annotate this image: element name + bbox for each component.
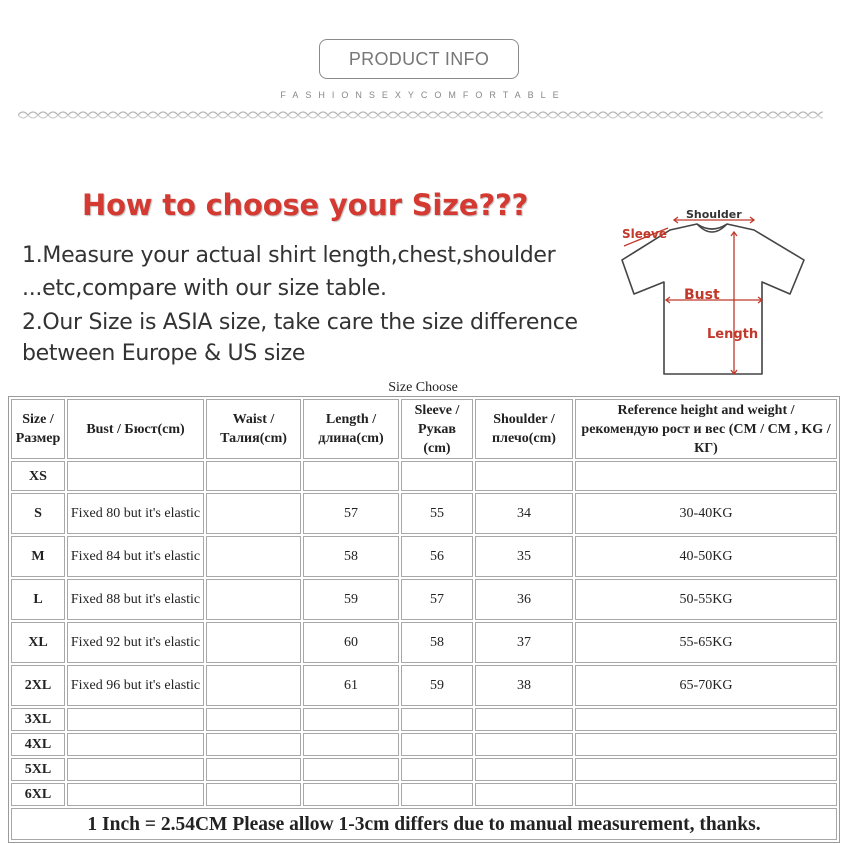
header-waist: Waist / Талия(cm) [206,399,301,459]
header-bust: Bust / Бюст(cm) [67,399,204,459]
table-cell [401,708,473,731]
measurement-note: 1 Inch = 2.54CM Please allow 1-3cm differs due to manual measurement, thanks. [11,808,837,840]
product-info-label: PRODUCT INFO [319,39,519,79]
table-row [11,622,837,663]
table-row [11,536,837,577]
table-cell [401,733,473,756]
table-cell: Fixed 80 but it's elastic [67,493,204,534]
measurement-note-row [11,808,837,840]
table-cell [303,733,399,756]
table-cell: 61 [303,665,399,706]
table-cell: 58 [303,536,399,577]
size-cell: XS [11,461,65,491]
table-cell [475,783,573,806]
header-size: Size / Размер [11,399,65,459]
table-row [11,783,837,806]
table-cell: 34 [475,493,573,534]
table-cell [67,783,204,806]
size-cell: 5XL [11,758,65,781]
table-cell [206,708,301,731]
header-reference: Reference height and weight / рекомендую рост и вес (CM / CM , KG / КГ) [575,399,837,459]
table-cell [206,493,301,534]
table-cell: Fixed 88 but it's elastic [67,579,204,620]
table-cell [206,579,301,620]
table-cell: 57 [303,493,399,534]
table-cell [475,461,573,491]
table-cell: 50-55KG [575,579,837,620]
brand-tagline: FASHIONSEXYCOMFORTABLE [280,90,566,100]
header-shoulder: Shoulder / плечо(cm) [475,399,573,459]
table-cell [575,758,837,781]
table-cell [206,461,301,491]
table-cell [401,758,473,781]
guide-instruction-1: 1.Measure your actual shirt length,chest,shoulder [22,243,556,268]
table-row [11,461,837,491]
table-row [11,733,837,756]
table-cell [575,733,837,756]
header-length: Length / длина(cm) [303,399,399,459]
size-table-header-row [11,399,837,459]
table-cell: 35 [475,536,573,577]
size-cell: 4XL [11,733,65,756]
size-cell: XL [11,622,65,663]
size-cell: L [11,579,65,620]
table-row [11,708,837,731]
size-cell: 3XL [11,708,65,731]
table-cell: Fixed 96 but it's elastic [67,665,204,706]
size-chart-table [8,396,840,843]
table-row [11,579,837,620]
length-label: Length [707,327,759,342]
size-table-body [11,461,837,806]
guide-instruction-1-cont: ...etc,compare with our size table. [22,276,387,301]
table-cell: 57 [401,579,473,620]
bust-label: Bust [684,287,720,303]
table-cell: 59 [303,579,399,620]
header-sleeve: Sleeve / Рукав (cm) [401,399,473,459]
shoulder-label: Shoulder [686,208,742,221]
table-cell [67,708,204,731]
table-cell [303,783,399,806]
size-cell: S [11,493,65,534]
table-cell: 55-65KG [575,622,837,663]
table-cell: Fixed 84 but it's elastic [67,536,204,577]
tshirt-measurement-diagram [612,202,812,382]
table-cell [303,758,399,781]
size-cell: 6XL [11,783,65,806]
guide-instruction-2: 2.Our Size is ASIA size, take care the size difference [22,310,578,335]
table-row [11,758,837,781]
table-cell: 30-40KG [575,493,837,534]
table-cell: 65-70KG [575,665,837,706]
table-cell [67,461,204,491]
table-cell: 37 [475,622,573,663]
table-cell [206,783,301,806]
table-row [11,665,837,706]
table-cell [206,536,301,577]
table-cell [206,665,301,706]
size-cell: 2XL [11,665,65,706]
size-cell: M [11,536,65,577]
table-cell [303,708,399,731]
table-cell [475,758,573,781]
table-cell: 55 [401,493,473,534]
table-cell: 60 [303,622,399,663]
table-cell [206,758,301,781]
table-cell [303,461,399,491]
table-row [11,493,837,534]
table-cell: Fixed 92 but it's elastic [67,622,204,663]
table-cell: 58 [401,622,473,663]
table-cell: 59 [401,665,473,706]
guide-instruction-2-cont: between Europe & US size [22,341,306,366]
table-cell [475,708,573,731]
table-cell [67,733,204,756]
table-cell [206,733,301,756]
table-cell [575,461,837,491]
table-cell [475,733,573,756]
product-info-header [0,0,846,130]
table-cell: 40-50KG [575,536,837,577]
sleeve-label: Sleeve [622,227,667,241]
table-cell: 36 [475,579,573,620]
table-cell [67,758,204,781]
table-cell [575,783,837,806]
size-guide-title: How to choose your Size??? [82,188,529,222]
table-cell [575,708,837,731]
decorative-wave-divider [18,108,823,122]
size-table-caption: Size Choose [388,380,458,395]
table-cell [401,461,473,491]
table-cell [401,783,473,806]
table-cell: 38 [475,665,573,706]
table-cell [206,622,301,663]
table-cell: 56 [401,536,473,577]
